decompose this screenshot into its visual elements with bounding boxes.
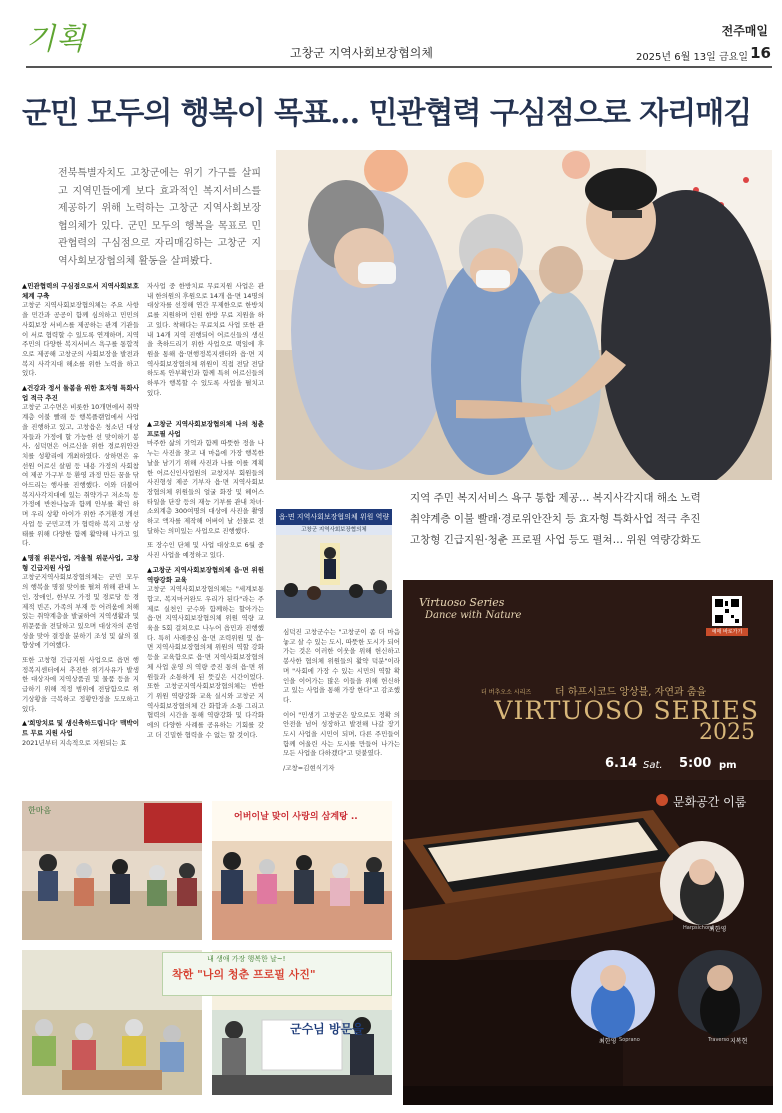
performer-2-role: Soprano [619, 1037, 640, 1043]
ad-script-sub: Dance with Nature [425, 610, 522, 621]
ad-date: 6.14 [605, 756, 638, 771]
ph1-sign: 한마음 [28, 806, 52, 815]
issue-date: 2025년 6월 13일 금요일 [635, 52, 748, 63]
qr-code[interactable] [712, 596, 742, 626]
ad-subtitle: 더 버추오소 시리즈 [481, 689, 532, 696]
article-paragraph [147, 282, 264, 398]
ad-venue: 문화공간 이룸 [673, 795, 747, 809]
performer-3-name: 지복현 [730, 1038, 748, 1045]
article-body: 2021년부터 지속적으로 지원되는 효 [22, 738, 127, 747]
article-paragraph [147, 566, 264, 741]
performer-1-role: Harpsichord [683, 925, 714, 931]
article-paragraph [283, 764, 400, 774]
article-body: 심덕진 고창군수는 "고창군이 좀 더 마음 놓고 살 수 있는 도시, 따뜻한 도시가 되어 가는 것은 이러한 이웃을 위해 헌신하고 봉사한 협의체 위원들의 활약 덕분"이라며 "사회에 가장 수 있는 시민의 역할 확인을 이어가는 많은 이들을 위해 헌신하고 있는 사업을 통해 가장 한다"고 감조했다. [283, 628, 400, 704]
article-column-1 [22, 282, 139, 788]
concert-ad [403, 580, 773, 1105]
ad-year: 2025 [699, 720, 755, 745]
education-banner: 읍·면 지역사회보장협의체 위원 역량 [276, 509, 392, 525]
event-photo-1 [22, 801, 202, 940]
main-photo-caption [410, 488, 776, 551]
article-body: 고창군지역사회보장협의체는 군민 모두의 행복을 명절 맞이를 펼쳐 위해 관내 노인, 장애인, 한부모 가정 및 경로당 등 경제적 빈곤, 가족의 부재 등 어려움에 처해있는 취약계층을 발굴하여 지역생활과 및 위문품을 전달하고 있으며 대상자의 존엄성을 맞아 결정을 분하기 조성 및 삶의 질 향상에 기여했다. [22, 573, 139, 650]
main-photo [276, 150, 772, 480]
qr-label: 예매 바로가기 [706, 628, 748, 636]
ad-time: 5:00 [679, 756, 712, 771]
ad-script-title: Virtuoso Series [419, 596, 505, 609]
article-paragraph [22, 282, 139, 379]
article-subhead: ▲명절 위문사업, 겨울철 위문사업, 고창형 긴급지원 사업 [22, 553, 139, 572]
article-paragraph [22, 554, 139, 651]
performer-2-name: 최한영 [599, 1038, 617, 1045]
profile-banner-top: 내 생애 가장 행복한 날~! [207, 955, 286, 963]
article-subhead: ▲'희망치료 및 생신축하드립니다' 맥박이트 무료 지원 사업 [22, 719, 139, 737]
article-body: 자사업 중 한방치료 무료지원 사업은 관내 한의원의 후원으로 14개 읍·면 14명의 대상자를 선정해 연간 무제한으로 한방치료를 지원하며 인원 한방 무료 지원을 하고 있다. 착해다는 무료치료 사업 또한 관내 14개 지역 진행되어 어르신들의 생신을 축하드리기 위한 사업으로 떡잎에 후원을 통해 읍·면행정복지센터와 읍·면 지역사회보장협의체 위원이 직접 전달 전달하도록 안부확인과 함께 특히 어르신들의 하루가 행복할 수 있도록 사업을 펼치고 있다. [147, 282, 264, 397]
ad-day: Sat. [643, 760, 663, 771]
performer-3-role: Traverso [708, 1037, 730, 1043]
ad-title: VIRTUOSO SERIES [494, 696, 759, 725]
article-body: 또 장수인 단체 및 사업 대상으로 6월 중 사진 사업을 예정하고 있다. [147, 541, 264, 560]
article-column-2 [147, 282, 264, 410]
article-body: 마주한 삶의 기억과 함께 따뜻한 정을 나누는 사진을 찾고 내 마음에 가장 행복한 날을 남기기 위해 사진과 나를 이를 계획한 어르신인사업원의 교창지부 회원들의 사진형성 제공 기부자 읍·면 지역사회보장협의체 위원들의 얼굴 화장 및 헤어스타일을 단장 등의 재능 기부를 관내 차녀·소외계층 300여명의 대상에 사진을 촬영하고 액자를 제작해 어버이 날 선물로 전달하는 의미있는 사업으로 진행했다. [147, 439, 264, 535]
education-sub-banner: 고창군 지역사회보장협의체 [276, 525, 392, 535]
lead-paragraph: 전북특별자치도 고창군에는 위기 가구를 살피고 지역민들에게 보다 효과적인 복지서비스를 제공하기 위해 노력하는 고창군 지역사회보장협의체가 있다. 군민 모두의 행복을 목표로 민관협력의 구심점으로 자리매김하는 고창군 지역사회보장협의체 활동을 살펴봤다. [58, 168, 261, 267]
caption-line: 지역 주민 복지서비스 욕구 통합 제공… 복지사각지대 해소 노력 [410, 492, 701, 504]
article-subhead: ▲고창군 지역사회보장협의체 나의 청춘 프로필 사업 [147, 420, 264, 438]
article-paragraph [283, 711, 400, 760]
article-body: 이어 "민생기 고창군은 앞으로도 정확 의 안전을 넘어 성장하고 발전해 나갈 장기 도시 사업을 시민이 되며, 다른 주민들이 함께 어울린 사는 도시를 만들어 나가는 모든 사업을 다하겠다"고 덧붙였다. [283, 710, 400, 758]
article-body: 고창군 지역사회보장협의체는 주요 사항을 민간과 공공이 함께 심의하고 민민의 사회보장 서비스를 제공하는 관계 기관들이 서로 협력할 수 있도록 연계하며, 지역 주민의 다양한 복지서비스 욕구를 통합적으로 제공해 고창군의 사회보장을 발전과 복지 사각지대 해소를 위한 노력을 하고 있다. [22, 301, 139, 378]
article-body: 또한 고창형 긴급지원 사업으로 읍면 행정복지센터에서 추진한 위기사유가 발생한 대상자에 지역상품권 및 물품 등을 지급하기 위해 적정 범위에 전담함으로 위기상황을 극복하고 정황안정을 도모하고 있다. [22, 656, 139, 713]
article-paragraph [147, 541, 264, 560]
headline: 군민 모두의 행복이 목표… 민관협력 구심점으로 자리매김 [22, 96, 752, 131]
article-paragraph [22, 719, 139, 748]
ad-time-suffix: pm [719, 760, 737, 771]
article-body: 고창군 고수면은 비롯한 10개면에서 취약계층 이불 빨래 등 행복플랜업에서 사업을 진행하고 있고, 고창읍은 청소년 대상자들과 가정에 할 가능한 선 맞이하기 봉사, 심덕면은 어르신을 위한 경로위안잔치를 성황리에 개최하였다. 상하면은 유선원 어르신 살핌 등 내용 가정의 사회참여 제공 가구부 등 환영 과정 만든 꿈을 닦아드리는 행사를 진행했다. 이와 더불어 복지사각지대에 있는 취약가구 저소득 등 가정에 반찬나눔과 함께 안부를 확인 하며 우리 상황 아이가 위한 주거환경 개선 사업 등 군민고객 가 협력하 복지 고창 상태를 위해 다양한 함께 활약해 나가고 있다. [22, 403, 139, 548]
performer-1-name: 최한영 [709, 926, 727, 933]
education-photo [276, 509, 392, 618]
event-photo-2 [212, 801, 392, 940]
article-paragraph [22, 384, 139, 549]
article-column-3 [147, 420, 264, 788]
section-title: 고창군 지역사회보장협의체 [290, 46, 433, 60]
caption-line: 고창형 긴급지원·청춘 프로필 사업 등도 펼쳐… 위원 역량강화도 [410, 534, 701, 546]
page-number: 16 [750, 44, 771, 62]
article-body: /고창=김현식기자 [283, 764, 335, 773]
article-paragraph [22, 656, 139, 714]
venue-logo-icon [656, 794, 668, 806]
article-column-4 [283, 628, 400, 790]
article-subhead: ▲민관협력의 구심점으로서 지역사회보호체계 구축 [22, 282, 139, 300]
section-logo: 기획 [26, 22, 86, 57]
article-paragraph [283, 628, 400, 706]
header-rule [26, 66, 772, 68]
profile-banner-main: 착한 "나의 청춘 프로필 사진" [172, 968, 316, 981]
profile-banner [22, 950, 392, 996]
article-paragraph [147, 420, 264, 536]
caption-line: 취약계층 이불 빨래·경로위안잔치 등 효자형 특화사업 적극 추진 [410, 513, 701, 525]
ph2-banner: 어버이날 맞이 사랑의 삼계탕 .. [234, 812, 358, 822]
visit-sign: 군수님 방문을 [290, 1022, 364, 1036]
article-subhead: ▲고창군 지역사회보장협의체 읍·면 위원 역량강화 교육 [147, 565, 264, 584]
ad-subtitle-main: 더 하프시코드 앙상블, 자연과 춤을 [555, 687, 707, 698]
article-subhead: ▲건강과 정서 돌봄을 위한 효자형 특화사업 적극 추진 [22, 384, 139, 402]
article-body: 고창군 지역사회보장협의체는 "세계보통합고, 복지마커완도 우리가 된다"라는 주제로 실천인 군수와 함께하는 할아가는 읍·면 지역사회보장협의체 위원 역량 교육을 5회 걸쳐으로 나누어 읍민과 진행했다. 특히 사례중심 읍·면 조력위원 및 읍·면 지역사회보장협의체 위원의 역할 강화 등을 교육함으로 읍·면 지역사회보장협의체 사업 운영 의 역량 증진 통의 읍·면 위원들과 소통하게 된 뜻깊은 시간이었다. 또한 고창군지역사회보장협의체는 반한기 위원 역량강화 교육 실시와 고창군 지역사회보장협의체 간 화합과 소통 그리고 협력의 시간을 통해 역량강화 및 다각화에의 다양한 사례를 공유하는 기회를 갖고 더 긴밀한 협력을 수 없는 할 것이다. [147, 585, 264, 739]
publication-name: 전주매일 [721, 24, 768, 38]
